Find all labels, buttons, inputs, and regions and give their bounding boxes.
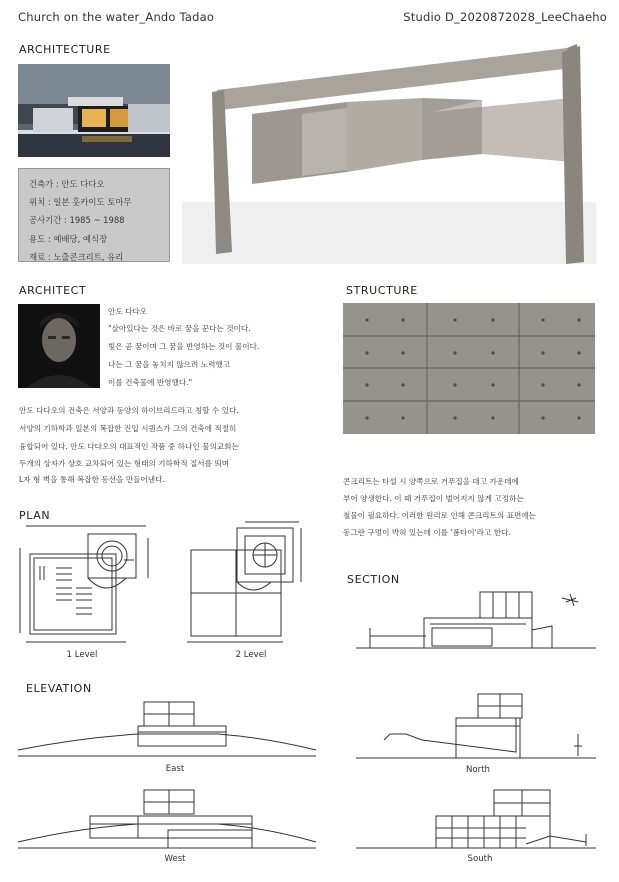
model-photo — [182, 42, 596, 264]
info-period: 공사기간 : 1985 ~ 1988 — [29, 215, 125, 226]
structure-heading: STRUCTURE — [346, 284, 418, 297]
architect-heading: ARCHITECT — [19, 284, 87, 297]
architect-desc-1: 안도 다다오의 건축은 서양과 동양의 하이브리드라고 칭할 수 있다. — [19, 406, 239, 415]
architect-desc-4: 두개의 상자가 상호 교차되어 있는 형태의 기하학적 질서를 띄며 — [19, 459, 230, 468]
info-material: 재료 : 노출콘크리트, 유리 — [29, 251, 124, 262]
elevation-north-drawing — [356, 690, 596, 762]
studio-label: Studio D_2020872028_LeeChaeho — [403, 10, 607, 24]
architect-desc-5: L자 형 벽을 통해 복잡한 동선을 만들어낸다. — [19, 475, 165, 484]
architect-desc-2: 서양의 기하학과 일본의 복잡한 진입 시퀀스가 그의 건축에 적절히 — [19, 424, 237, 433]
elevation-caption-west: West — [164, 854, 186, 864]
section-drawing — [356, 588, 596, 654]
structure-desc-4: 동그란 구멍이 박혀 있는데 이를 '폼타이'라고 한다. — [343, 528, 511, 537]
building-photo — [18, 64, 170, 157]
quote-line-2: 빛은 곧 꿈이며 그 꿈을 반영하는 것이 물이다. — [108, 342, 260, 351]
structure-desc-3: 철물이 필요하다. 이러한 원리로 인해 콘크리트의 표면에는 — [343, 511, 536, 520]
poster-title: Church on the water_Ando Tadao — [18, 10, 215, 24]
project-info-box — [18, 168, 170, 262]
structure-desc-2: 부어 양생한다. 이 때 거푸집이 벌어지지 않게 고정하는 — [343, 494, 524, 503]
quote-line-4: 이를 건축물에 반영했다." — [108, 378, 193, 387]
elevation-caption-east: East — [165, 764, 185, 774]
elevation-east-drawing — [18, 698, 316, 760]
elevation-south-drawing — [356, 786, 596, 852]
plan-caption-level-2: 2 Level — [235, 650, 267, 660]
info-use: 용도 : 예배당, 예식장 — [29, 233, 108, 244]
section-heading: SECTION — [347, 573, 400, 586]
elevation-west-drawing — [18, 786, 316, 852]
architect-name: 안도 다다오 — [108, 307, 148, 316]
info-location: 위치 : 일본 훗카이도 토마무 — [29, 197, 132, 208]
plan-heading: PLAN — [19, 509, 51, 522]
plan-level-1-drawing — [16, 518, 166, 646]
elevation-heading: ELEVATION — [26, 682, 92, 695]
info-architect: 건축가 : 안도 다다오 — [29, 179, 105, 189]
quote-line-1: "살아있다는 것은 바로 꿈을 꾼다는 것이다. — [108, 324, 251, 333]
architect-desc-3: 융합되어 있다. 안도 다다오의 대표적인 작품 중 하나인 물의교회는 — [19, 442, 239, 451]
plan-caption-level-1: 1 Level — [66, 650, 98, 660]
elevation-caption-north: North — [465, 765, 491, 775]
structure-desc-1: 콘크리트는 타설 시 양쪽으로 거푸집을 대고 가운데에 — [343, 477, 519, 486]
elevation-caption-south: South — [467, 854, 493, 864]
concrete-texture-photo — [343, 303, 595, 434]
quote-line-3: 나는 그 꿈을 놓치지 않으려 노력했고 — [108, 360, 231, 369]
architecture-heading: ARCHITECTURE — [19, 43, 111, 56]
plan-level-2-drawing — [183, 518, 308, 646]
architect-portrait — [18, 304, 100, 388]
